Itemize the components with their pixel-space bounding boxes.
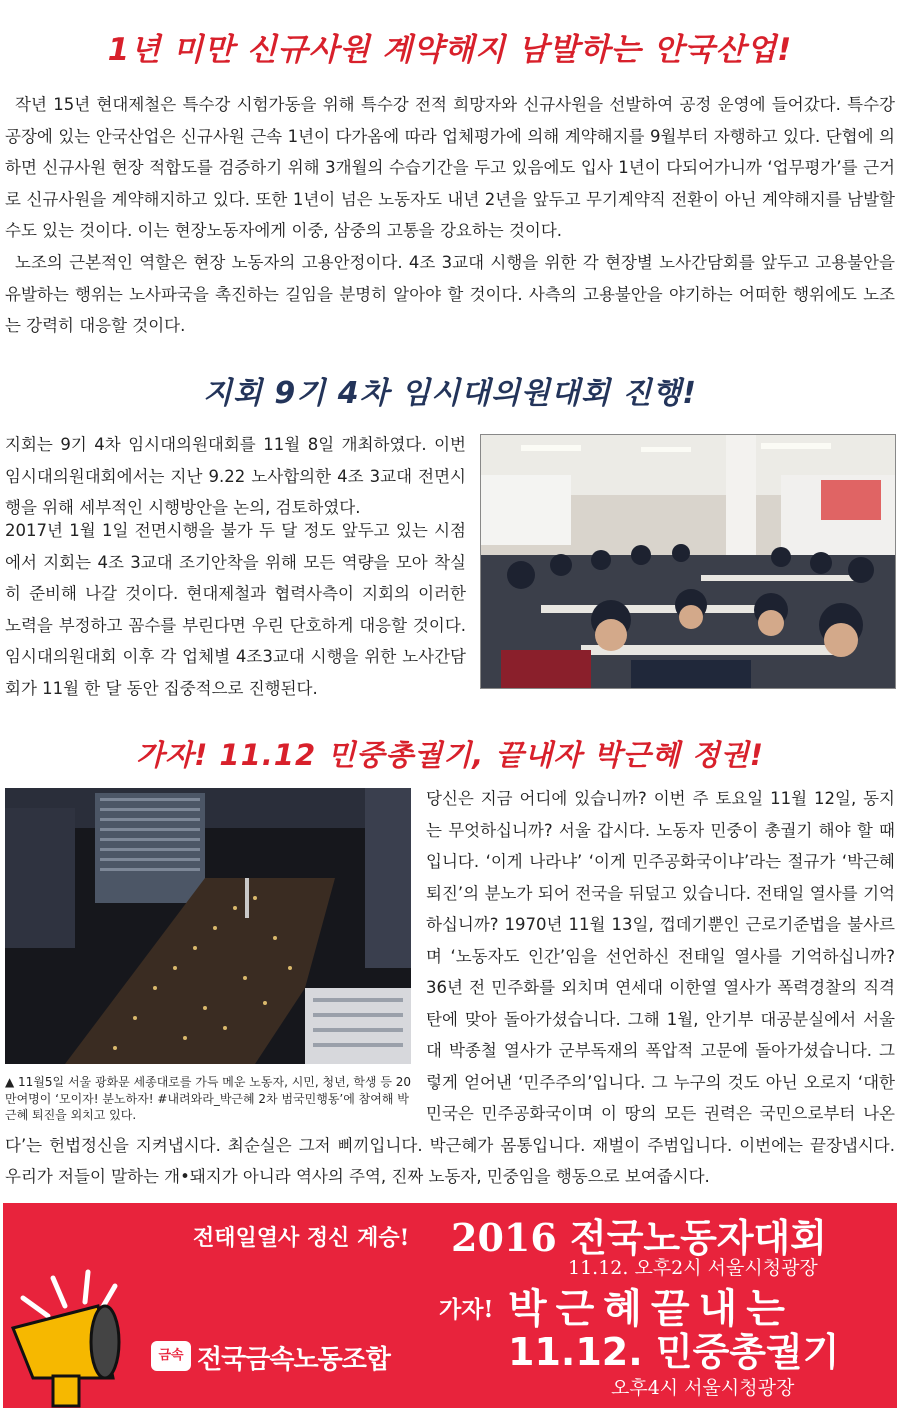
- section3-paragraph: 당신은 지금 어디에 있습니까? 이번 주 토요일 11월 12일, 동지는 무엇하십니까? 서울 갑시다. 노동자 민중이 총궐기 해야 할 때입니다. ‘이게 나라냐’ ‘이게 민주공화국이냐’라는 절규가 ‘박근혜 퇴진’의 분노가 되어 전국을 뒤덮고 있습니다. 전태일 열사를 기억하십니까? 1970년 11월 13일, 껍데기뿐인 근로기준법을 불사르며 ‘노동자도 인간’임을 선언하신 전태일 열사를 기억하십니까? 36년 전 민주화를 외치며 연세대 이한열 열사가 폭력경찰의 직격탄에 맞아 돌아가셨습니다. 그해 1월, 안기부 대공분실에서 서울대 박종철 열사가 군부독재의 폭압적 고문에 돌아가셨습니다. 그렇게 얻어낸 ‘민주주의’입니다. 그 누구의 것도 아닌 오로지 ‘대한민국은 민주공화국이며 이 땅의 모든 권력은 국민으로부터 나온다’는 헌법정신을 지켜냅시다. 최순실은 그저 삐끼입니다. 박근혜가 몸통입니다. 재벌이 주범입니다. 이번에는 끝장냅시다. 우리가 저들이 말하는 개•돼지가 아니라 역사의 주역, 진짜 노동자, 민중임을 행동으로 보여줍시다.: [5, 789, 895, 1186]
- meeting-photo: [480, 434, 896, 689]
- section3-title: 가자! 11.12 민중총궐기, 끝내자 박근혜 정권!: [136, 738, 764, 772]
- section2-paragraph1: 지회는 9기 4차 임시대의원대회를 11월 8일 개최하였다. 이번 임시대의원대회에서는 지난 9.22 노사합의한 4조 3교대 전면시행을 위해 세부적인 시행방안을 논의, 검토하였다.: [5, 435, 466, 517]
- union-name: 전국금속노동조합: [197, 1345, 390, 1375]
- banner-event-time: 11.12. 오후2시 서울시청광장: [568, 1257, 818, 1279]
- section2-paragraph2: 2017년 1월 1일 전면시행을 불가 두 달 정도 앞두고 있는 시점에서 지회는 4조 3교대 조기안착을 위해 모든 역량을 모아 착실히 준비해 나갈 것이다. 현대제철과 협력사측이 지회의 이러한 노력을 부정하고 꼼수를 부린다면 우린 단호하게 대응할 것이다. 임시대의원대회 이후 각 업체별 4조3교대 시행을 위한 노사간담회가 11월 한 달 동안 집중적으로 진행된다.: [5, 521, 466, 698]
- banner-event-title: 2016 전국노동자대회: [451, 1215, 827, 1260]
- section1-paragraph1: 작년 15년 현대제철은 특수강 시험가동을 위해 특수강 전적 희망자와 신규사원을 선발하여 공정 운영에 들어갔다. 특수강 공장에 있는 안국산업은 신규사원 근속 1년이 다가옴에 따라 업체평가에 의해 계약해지를 9월부터 자행하고 있다. 단협에 의하면 신규사원 현장 적합도를 검증하기 위해 3개월의 수습기간을 두고 있음에도 입사 1년이 다되어가니까 ‘업무평가’를 근거로 신규사원을 계약해지하고 있다. 또한 1년이 넘은 노동자도 내년 2년을 앞두고 무기계약직 전환이 아닌 계약해지를 남발할 수도 있는 것이다. 이는 현장노동자에게 이중, 삼중의 고통을 강요하는 것이다.: [5, 95, 895, 240]
- section1-title: 1년 미만 신규사원 계약해지 남발하는 안국산업!: [107, 32, 793, 68]
- rally-photo-caption: ▲ 11월5일 서울 광화문 세종대로를 가득 메운 노동자, 시민, 청년, 학생 등 20만여명이 ‘모이자! 분노하자! #내려와라_박근혜 2차 범국민행동’에 참여해 박근혜 퇴진을 외치고 있다.: [5, 1075, 412, 1122]
- event-banner: [3, 1203, 897, 1408]
- union-logo: [151, 1341, 191, 1371]
- union-logo-text: 금속: [158, 1348, 184, 1363]
- banner-rally-time: 오후4시 서울시청광장: [611, 1377, 795, 1399]
- banner-slogan1: 박근혜끝내는: [508, 1286, 794, 1332]
- banner-slogan2: 11.12. 민중총궐기: [508, 1330, 840, 1374]
- section2-title: 지회 9기 4차 임시대의원대회 진행!: [203, 376, 697, 411]
- megaphone-icon: [3, 1258, 153, 1408]
- banner-prefix: 전태일열사 정신 계승!: [193, 1225, 410, 1251]
- banner-call: 가자!: [439, 1296, 494, 1323]
- section1-paragraph2: 노조의 근본적인 역할은 현장 노동자의 고용안정이다. 4조 3교대 시행을 위한 각 현장별 노사간담회를 앞두고 고용불안을 유발하는 행위는 노사파국을 촉진하는 길임을 분명히 알아야 할 것이다. 사측의 고용불안을 야기하는 어떠한 행위에도 노조는 강력히 대응할 것이다.: [5, 253, 895, 335]
